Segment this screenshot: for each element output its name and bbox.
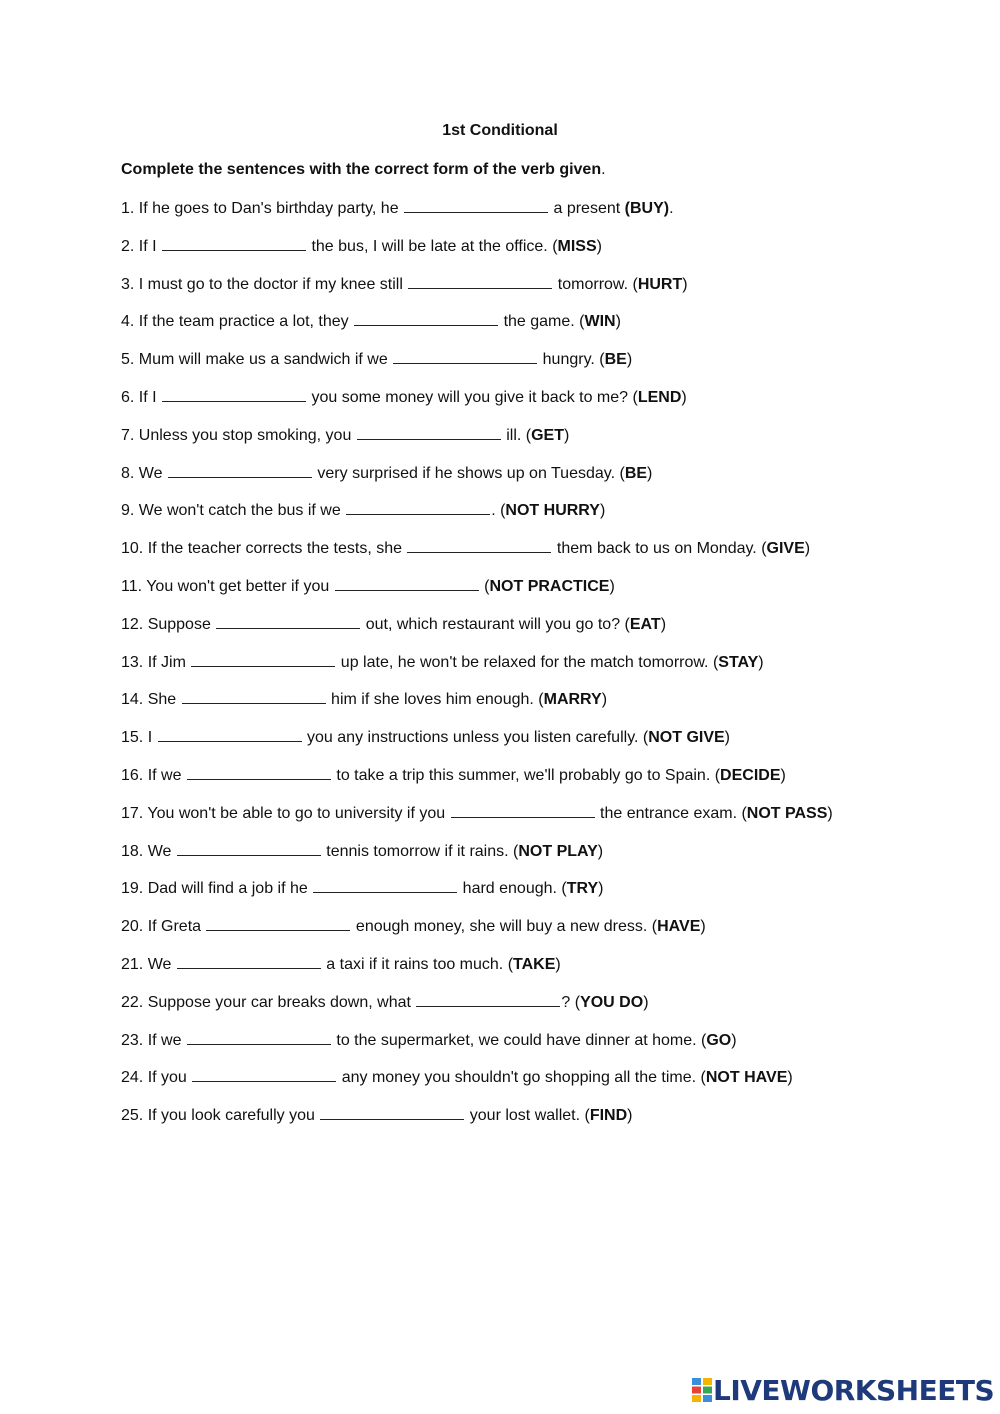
sentence-tail: )	[598, 880, 604, 898]
exercise-item	[121, 1104, 881, 1128]
verb-hint: NOT PLAY	[518, 842, 598, 860]
sentence-end: . (	[491, 502, 506, 520]
answer-blank[interactable]	[408, 274, 552, 289]
verb-hint: WIN	[584, 313, 616, 331]
answer-blank[interactable]	[158, 727, 302, 742]
sentence-tail: )	[700, 918, 706, 936]
sentence-tail: )	[804, 540, 811, 558]
answer-blank[interactable]	[313, 878, 457, 893]
sentence-start: 10. If the teacher corrects the tests, she	[121, 540, 407, 558]
sentence-end: out, which restaurant will you go to? (	[361, 615, 630, 633]
exercise-item	[121, 348, 881, 372]
verb-hint: MISS	[557, 237, 597, 255]
liveworksheets-logo	[692, 1374, 994, 1406]
sentence-start: 9. We won't catch the bus if we	[121, 502, 346, 520]
exercise-item	[121, 613, 881, 637]
sentence-start: 16. If we	[121, 766, 186, 784]
answer-blank[interactable]	[177, 841, 321, 856]
exercise-item	[121, 877, 881, 901]
sentence-start: 6. If I	[121, 388, 162, 406]
sentence-start: 22. Suppose your car breaks down, what	[121, 993, 416, 1011]
exercise-item	[121, 1029, 881, 1053]
verb-hint: NOT HURRY	[505, 502, 600, 520]
exercise-item	[121, 651, 881, 675]
sentence-end: up late, he won't be relaxed for the match tomorrow. (	[336, 653, 719, 671]
sentence-end: him if she loves him enough. (	[326, 691, 544, 709]
exercise-item	[121, 273, 881, 297]
sentence-tail: )	[609, 577, 615, 595]
verb-hint: GO	[706, 1031, 732, 1049]
exercise-item	[121, 386, 881, 410]
instructions-text: Complete the sentences with the correct form of the verb given	[121, 161, 602, 178]
page-title: 1st Conditional	[442, 122, 558, 139]
sentence-tail: )	[681, 388, 687, 406]
sentence-start: 24. If you	[121, 1069, 192, 1087]
answer-blank[interactable]	[182, 689, 326, 704]
exercise-item	[121, 462, 881, 486]
verb-hint: NOT GIVE	[648, 729, 725, 747]
answer-blank[interactable]	[320, 1105, 464, 1120]
exercise-item	[121, 802, 881, 826]
sentence-tail: )	[731, 1031, 737, 1049]
sentence-tail: )	[780, 766, 786, 784]
sentence-end: (	[479, 577, 490, 595]
verb-hint: NOT PASS	[746, 804, 828, 822]
answer-blank[interactable]	[206, 916, 350, 931]
exercise-item	[121, 235, 881, 259]
sentence-end: a taxi if it rains too much. (	[321, 955, 514, 973]
instructions-period: .	[601, 161, 606, 178]
sentence-start: 3. I must go to the doctor if my knee still	[121, 275, 408, 293]
sentence-start: 19. Dad will find a job if he	[121, 880, 313, 898]
sentence-start: 12. Suppose	[121, 615, 216, 633]
sentence-tail: .	[669, 200, 674, 217]
sentence-tail: )	[601, 691, 608, 709]
sentence-tail: )	[597, 842, 604, 860]
answer-blank[interactable]	[162, 387, 306, 402]
answer-blank[interactable]	[346, 500, 490, 515]
instructions	[121, 159, 606, 181]
exercise-item	[121, 575, 881, 599]
exercise-item	[121, 688, 881, 712]
verb-hint: MARRY	[543, 691, 602, 709]
sentence-tail: )	[555, 955, 561, 973]
answer-blank[interactable]	[393, 349, 537, 364]
sentence-tail: )	[682, 275, 688, 293]
sentence-start: 23. If we	[121, 1031, 186, 1049]
verb-hint: STAY	[718, 653, 759, 671]
answer-blank[interactable]	[216, 614, 360, 629]
sentence-tail: )	[626, 351, 633, 369]
sentence-end: the entrance exam. (	[595, 804, 747, 822]
exercise-list	[121, 197, 881, 1142]
sentence-end: tomorrow. (	[553, 275, 638, 293]
sentence-end: tennis tomorrow if it rains. (	[321, 842, 519, 860]
sentence-start: 20. If Greta	[121, 918, 206, 936]
verb-hint: HURT	[637, 275, 683, 293]
verb-hint: LEND	[637, 388, 682, 406]
sentence-end: very surprised if he shows up on Tuesday. (	[312, 464, 625, 482]
sentence-end: you some money will you give it back to me? (	[307, 388, 638, 406]
sentence-end: a present	[549, 200, 625, 217]
sentence-end: the game. (	[499, 313, 585, 331]
sentence-end: the bus, I will be late at the office. (	[307, 237, 558, 255]
exercise-item	[121, 537, 881, 561]
sentence-tail: )	[599, 502, 606, 520]
verb-hint: GET	[531, 426, 564, 444]
sentence-tail: )	[827, 804, 833, 822]
answer-blank[interactable]	[451, 803, 595, 818]
exercise-item	[121, 1066, 881, 1090]
exercise-item	[121, 310, 881, 334]
exercise-item	[121, 197, 881, 221]
sentence-end: any money you shouldn't go shopping all the time. (	[337, 1069, 706, 1087]
sentence-end: you any instructions unless you listen carefully. (	[302, 729, 649, 747]
sentence-end: your lost wallet. (	[465, 1107, 590, 1125]
answer-blank[interactable]	[354, 311, 498, 326]
sentence-tail: )	[627, 1107, 633, 1125]
answer-blank[interactable]	[404, 198, 548, 213]
verb-hint: GIVE	[766, 540, 805, 558]
sentence-start: 17. You won't be able to go to university if you	[121, 804, 450, 822]
answer-blank[interactable]	[407, 538, 551, 553]
sentence-end: to the supermarket, we could have dinner at home. (	[331, 1031, 707, 1049]
sentence-tail: )	[647, 464, 653, 482]
exercise-item	[121, 991, 881, 1015]
answer-blank[interactable]	[162, 236, 306, 251]
exercise-item	[121, 915, 881, 939]
sentence-end: hard enough. (	[458, 880, 567, 898]
sentence-start: 18. We	[121, 842, 176, 860]
sentence-start: 11. You won't get better if you	[121, 577, 334, 595]
exercise-item	[121, 726, 881, 750]
sentence-start: 15. I	[121, 729, 157, 747]
verb-hint: BE	[624, 464, 648, 482]
sentence-end: ? (	[561, 993, 581, 1011]
answer-blank[interactable]	[187, 1030, 331, 1045]
verb-hint: FIND	[589, 1107, 628, 1125]
sentence-tail: )	[758, 653, 764, 671]
sentence-tail: )	[643, 993, 649, 1011]
verb-hint: TRY	[566, 880, 599, 898]
exercise-item	[121, 840, 881, 864]
liveworksheets-logo-text: LIVEWORKSHEETS	[713, 1373, 995, 1407]
answer-blank[interactable]	[191, 652, 335, 667]
verb-hint: TAKE	[513, 955, 556, 973]
sentence-start: 4. If the team practice a lot, they	[121, 313, 354, 331]
sentence-end: ill. (	[501, 426, 532, 444]
sentence-tail: )	[615, 313, 621, 331]
sentence-tail: )	[724, 729, 730, 747]
sentence-tail: )	[596, 237, 602, 255]
sentence-tail: )	[564, 426, 570, 444]
exercise-item	[121, 953, 881, 977]
sentence-start: 1. If he goes to Dan's birthday party, he	[121, 200, 404, 217]
answer-blank[interactable]	[177, 954, 321, 969]
sentence-end: enough money, she will buy a new dress. (	[351, 918, 658, 936]
sentence-tail: )	[787, 1069, 793, 1087]
answer-blank[interactable]	[416, 992, 560, 1007]
sentence-start: 5. Mum will make us a sandwich if we	[121, 351, 393, 369]
sentence-start: 14. She	[121, 691, 181, 709]
exercise-item	[121, 424, 881, 448]
sentence-end: them back to us on Monday. (	[552, 540, 767, 558]
verb-hint: (BUY)	[624, 200, 670, 217]
answer-blank[interactable]	[192, 1067, 336, 1082]
exercise-item	[121, 764, 881, 788]
sentence-start: 7. Unless you stop smoking, you	[121, 426, 356, 444]
sentence-start: 2. If I	[121, 237, 162, 255]
sentence-end: hungry. (	[538, 351, 605, 369]
sentence-start: 21. We	[121, 955, 176, 973]
liveworksheets-logo-icon	[692, 1378, 712, 1402]
verb-hint: NOT PRACTICE	[489, 577, 610, 595]
verb-hint: DECIDE	[720, 766, 781, 784]
answer-blank[interactable]	[187, 765, 331, 780]
sentence-start: 8. We	[121, 464, 167, 482]
answer-blank[interactable]	[357, 425, 501, 440]
verb-hint: NOT HAVE	[705, 1069, 788, 1087]
sentence-tail: )	[660, 615, 667, 633]
verb-hint: HAVE	[657, 918, 701, 936]
verb-hint: EAT	[629, 615, 661, 633]
exercise-item	[121, 499, 881, 523]
verb-hint: BE	[604, 351, 627, 369]
sentence-end: to take a trip this summer, we'll probably go to Spain. (	[331, 766, 721, 784]
answer-blank[interactable]	[168, 463, 312, 478]
sentence-start: 13. If Jim	[121, 653, 191, 671]
answer-blank[interactable]	[335, 576, 479, 591]
verb-hint: YOU DO	[580, 993, 644, 1011]
sentence-start: 25. If you look carefully you	[121, 1107, 320, 1125]
